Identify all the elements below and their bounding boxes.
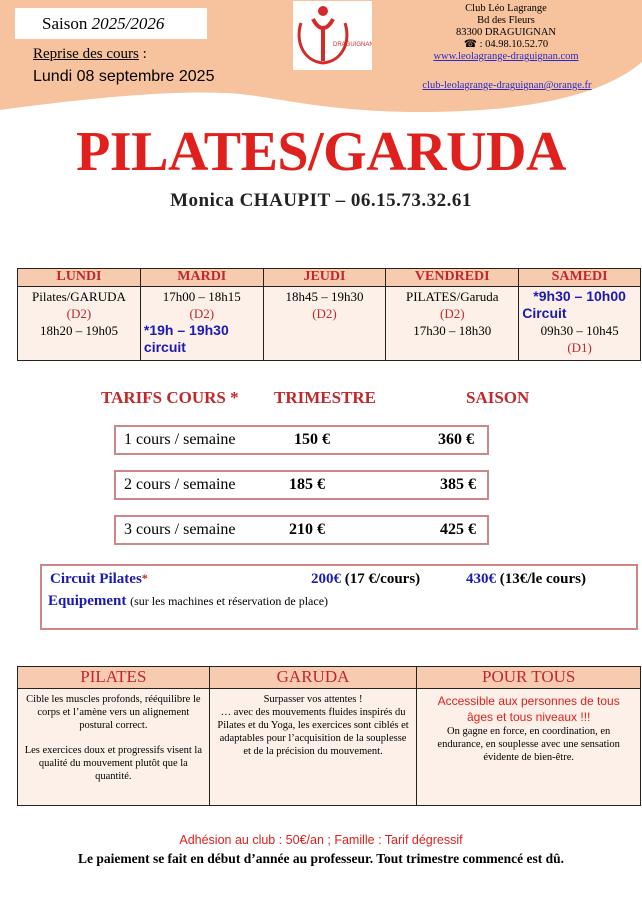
info-header-pilates: PILATES (18, 667, 210, 689)
mardi-circuit-label: circuit (143, 339, 186, 355)
circuit-label-text: Circuit Pilates (50, 571, 142, 587)
day-mardi: MARDI (140, 269, 263, 287)
circuit-label (50, 571, 148, 588)
tarifs-header: TARIFS COURS * (101, 388, 239, 407)
reprise-colon: : (138, 46, 147, 62)
circuit-trimestre (311, 571, 420, 588)
club-logo (293, 1, 372, 70)
club-phone: ☎ : 04.98.10.52.70 (463, 39, 549, 50)
mardi-time: 17h00 – 18h15 (162, 289, 241, 304)
trimestre-header: TRIMESTRE (274, 388, 377, 407)
club-address2: 83300 DRAGUIGNAN (455, 27, 557, 38)
price-label: 1 cours / semaine (124, 431, 236, 448)
price-row-3 (114, 515, 489, 545)
day-lundi: LUNDI (18, 269, 141, 287)
schedule-header-row (18, 269, 641, 287)
day-samedi: SAMEDI (519, 269, 641, 287)
price-row-2 (114, 470, 489, 500)
pilates-desc-2: Les exercices doux et progressifs visent la qualité du mouvement plutôt que la quantité. (24, 745, 202, 782)
cell-lundi (18, 287, 141, 361)
day-jeudi: JEUDI (263, 269, 386, 287)
price-trimestre: 150 € (294, 431, 330, 448)
reprise-text: Reprise des cours (33, 46, 139, 62)
club-info (416, 3, 596, 63)
saison-header: SAISON (466, 388, 530, 407)
pour-tous-desc: On gagne en force, en coordination, en endurance, en souplesse avec une sensation évidente de bien-être. (437, 726, 620, 763)
info-header-pour-tous: POUR TOUS (417, 667, 641, 689)
club-website-link[interactable]: www.leolagrange-draguignan.com (433, 51, 579, 62)
page-title: PILATES/GARUDA (76, 121, 566, 183)
reprise-label (33, 46, 147, 63)
teacher-line: Monica CHAUPIT – 06.15.73.32.61 (170, 190, 472, 211)
day-vendredi: VENDREDI (386, 269, 519, 287)
equipement-label: Equipement (48, 593, 127, 609)
cell-mardi (140, 287, 263, 361)
saison-box (15, 8, 207, 39)
price-saison: 360 € (438, 431, 474, 448)
jeudi-room: (D2) (312, 306, 337, 321)
equipement-line (48, 593, 328, 610)
saison-years: 2025/2026 (91, 14, 165, 33)
adhesion-line: Adhésion au club : 50€/an ; Famille : Tarif dégressif (179, 833, 463, 847)
price-label: 2 cours / semaine (124, 476, 236, 493)
vendredi-room: (D2) (439, 306, 465, 321)
price-trimestre: 210 € (289, 521, 325, 538)
cell-samedi (519, 287, 641, 361)
samedi-time: 09h30 – 10h45 (540, 323, 619, 338)
equipement-note: (sur les machines et réservation de place) (130, 594, 329, 608)
paiement-line: Le paiement se fait en début d’année au professeur. Tout trimestre commencé est dû. (77, 851, 565, 866)
samedi-circuit-time: *9h30 – 10h00 (533, 288, 626, 304)
info-header-garuda: GARUDA (209, 667, 417, 689)
lundi-course: Pilates/GARUDA (32, 289, 126, 304)
info-table (17, 666, 641, 806)
samedi-room: (D1) (567, 340, 592, 355)
samedi-circuit-label: Circuit (522, 305, 567, 321)
lundi-time: 18h20 – 19h05 (39, 323, 118, 338)
circuit-trimestre-price: 200€ (311, 571, 341, 587)
cell-vendredi (386, 287, 519, 361)
price-label: 3 cours / semaine (124, 521, 236, 538)
price-saison: 385 € (440, 476, 476, 493)
circuit-saison (466, 571, 586, 588)
vendredi-course: PILATES/Garuda (406, 289, 499, 304)
circuit-saison-price: 430€ (466, 571, 496, 587)
info-pilates (18, 689, 210, 806)
price-trimestre: 185 € (289, 476, 325, 493)
vendredi-time: 17h30 – 18h30 (413, 323, 492, 338)
schedule-row (18, 287, 641, 361)
mardi-circuit-time: *19h – 19h30 (143, 322, 229, 338)
cell-jeudi (263, 287, 386, 361)
club-name: Club Léo Lagrange (465, 3, 547, 14)
club-address1: Bd des Fleurs (477, 15, 535, 26)
circuit-star: * (141, 571, 148, 585)
saison-label: Saison (42, 14, 88, 33)
pilates-desc-1: Cible les muscles profonds, rééquilibre le corps et l’amène vers un alignement postural correct. (26, 694, 201, 731)
lundi-room: (D2) (66, 306, 92, 321)
price-row-1 (114, 425, 489, 455)
info-header-row (18, 667, 641, 689)
info-pour-tous (417, 689, 641, 806)
garuda-desc-2: … avec des mouvements fluides inspirés du Pilates et du Yoga, les exercices sont ciblés et adaptables pour l’acquisition de la souplesse et de la précision du mouvement. (217, 707, 409, 757)
info-garuda (209, 689, 417, 806)
club-email-link[interactable]: club-leolagrange-draguignan@orange.fr (422, 80, 592, 91)
info-row (18, 689, 641, 806)
logo-text: DRAGUIGNAN (333, 42, 372, 48)
pour-tous-highlight: Accessible aux personnes de tous âges et tous niveaux !!! (437, 694, 620, 724)
garuda-desc-1: Surpasser vos attentes ! (263, 694, 363, 705)
jeudi-time: 18h45 – 19h30 (285, 289, 364, 304)
reprise-date: Lundi 08 septembre 2025 (33, 68, 215, 85)
circuit-pricing-box (40, 564, 638, 630)
price-saison: 425 € (440, 521, 476, 538)
schedule-table (17, 268, 641, 361)
mardi-room: (D2) (189, 306, 215, 321)
circuit-saison-note: (13€/le cours) (499, 571, 586, 587)
circuit-trimestre-note: (17 €/cours) (344, 571, 421, 587)
